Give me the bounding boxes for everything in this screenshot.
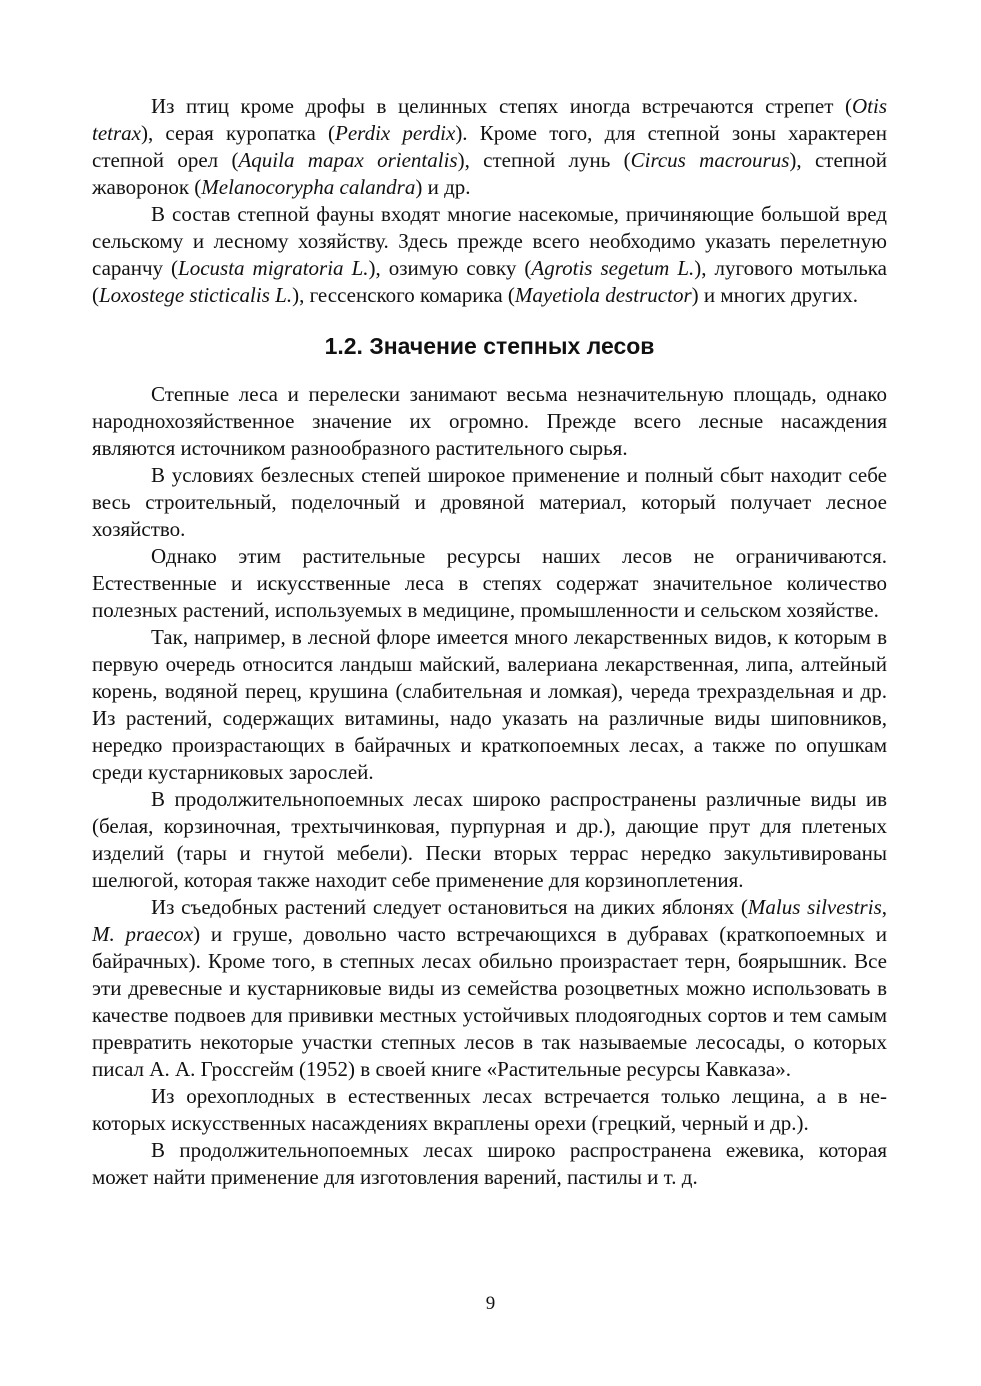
body-paragraph [92, 201, 887, 309]
text-run: Из съедобных растений следует остановиться на диких яблонях ( [151, 895, 748, 919]
text-run: ) и груше, довольно часто встречающихся в дубравах (краткопоемных и байрачных). Кроме того, в степных лесах обильно произрастает терн, боярышник. Все эти древесные и кустарниковые виды из семейства розоцветных можно использовать в качестве подвоев для прививки местных устойчивых плодоягодных сортов и тем самым превратить некоторые участки степных лесов в так называемые лесосады, о которых писал А. А. Гроссгейм (1952) в своей книге «Растительные ресурсы Кавказа». [92, 922, 887, 1081]
latin-name: Melanocorypha calandra [201, 175, 416, 199]
text-run: В условиях безлесных степей широкое применение и полный сбыт находит себе весь строительный, поделочный и дровяной материал, который получает лесное хозяйство. [92, 463, 887, 541]
text-run: Степные леса и перелески занимают весьма незначительную площадь, однако народнохозяйственное значение их огромно. Прежде всего лесные насаждения являются источником разнообразного растительного сырья. [92, 382, 887, 460]
page-body [92, 93, 887, 1191]
text-run: , [881, 895, 887, 919]
text-run: ) и многих других. [691, 283, 858, 307]
latin-name: Agrotis segetum L. [531, 256, 695, 280]
text-run: В состав степной фауны входят многие насекомые, причиняющие большой вред сельскому и лесному хозяйству. Здесь прежде всего необходимо указать перелетную саранчу ( [92, 202, 887, 280]
text-run: ), степной жаворонок ( [92, 148, 888, 199]
latin-name: Perdix perdix [335, 121, 456, 145]
latin-name: Mayetiola destructor [514, 283, 692, 307]
text-run: ), гессенского комарика ( [292, 283, 515, 307]
body-paragraph [92, 624, 887, 786]
latin-name: Aquila mapax orientalis [238, 148, 458, 172]
latin-name: Malus silvestris [747, 895, 882, 919]
body-paragraph [92, 381, 887, 462]
text-run: ), серая куропатка ( [140, 121, 336, 145]
text-run: В продолжительнопоемных лесах широко распространена ежевика, которая может найти применение для изготовления варений, пастилы и т. д. [92, 1138, 887, 1189]
text-run: Из птиц кроме дрофы в целинных степях иногда встречаются стрепет ( [151, 94, 852, 118]
paragraphs-before [92, 93, 887, 309]
latin-name: Otis tetrax [92, 94, 887, 145]
page-number: 9 [485, 1293, 496, 1314]
text-run: ). Кроме того, для степной зоны характерен степной орел ( [92, 121, 887, 172]
body-paragraph [92, 1083, 887, 1137]
latin-name: Locusta migratoria L. [178, 256, 369, 280]
text-run: Однако этим растительные ресурсы наших лесов не ограничиваются. Естественные и искусственные леса в степях содержат значительное количество полезных растений, используемых в медицине, промышленности и сельском хозяйстве. [92, 544, 887, 622]
body-paragraph [92, 1137, 887, 1191]
text-run: ) и др. [415, 175, 471, 199]
body-paragraph [92, 894, 887, 1083]
text-run: Из орехоплодных в естественных лесах встречается только лещина, а в некоторых искусственных насаждениях вкраплены орехи (грецкий, черный и др.). [92, 1084, 887, 1135]
latin-name: Circus macrourus [630, 148, 790, 172]
body-paragraph [92, 786, 887, 894]
latin-name: Loxostege sticticalis L. [99, 283, 293, 307]
body-paragraph [92, 93, 887, 201]
text-run: ), лугового мотылька ( [92, 256, 888, 307]
text-run: ), озимую совку ( [368, 256, 532, 280]
section-heading: 1.2. Значение степных лесов [324, 333, 655, 359]
text-run: ), степной лунь ( [457, 148, 631, 172]
body-paragraph [92, 462, 887, 543]
paragraphs-after [92, 381, 887, 1191]
latin-name: M. praecox [92, 922, 194, 946]
text-run: Так, например, в лесной флоре имеется много лекарственных видов, к которым в первую очередь относится ландыш майский, валериана лекарственная, липа, алтейный корень, водяной перец, крушина (слабительная и ломкая), череда трехраздельная и др. Из растений, содержащих витамины, надо указать на различные виды шиповников, нередко произрастающих в байрачных и краткопоемных лесах, а также по опушкам среди кустарниковых зарослей. [92, 625, 887, 784]
text-run: В продолжительнопоемных лесах широко распространены различные виды ив (белая, корзиночная, трехтычинковая, пурпурная и др.), дающие прут для плетеных изделий (тары и гнутой мебели). Пески вторых террас нередко закультивированы шелюгой, которая также находит себе применение для корзиноплетения. [92, 787, 887, 892]
body-paragraph [92, 543, 887, 624]
